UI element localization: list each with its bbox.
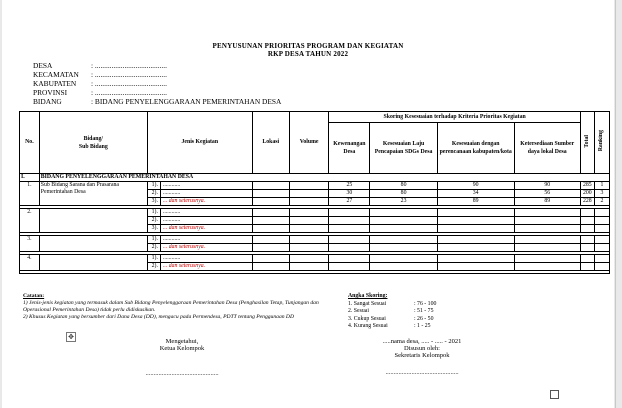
score-rank: [594, 255, 609, 263]
jenis-kegiatan-cell: [147, 263, 252, 271]
skoring-legend: [348, 293, 508, 331]
score-k1: 27: [329, 198, 370, 206]
lokasi-cell: [252, 190, 289, 198]
doc-subtitle: RKP DESA TAHUN 2022: [267, 50, 349, 58]
col-ranking-header: Ranking: [598, 130, 605, 152]
score-total: [580, 244, 594, 252]
lokasi-cell: [252, 225, 289, 233]
score-rank: [594, 263, 609, 271]
lokasi-cell: [252, 244, 289, 252]
header-field-kecamatan: [33, 70, 167, 79]
score-k1: [329, 263, 370, 271]
item-text: ............: [162, 255, 181, 261]
table-row: [20, 255, 610, 263]
score-rank: [594, 209, 609, 217]
score-k1: [329, 244, 370, 252]
col-perencanaan-header: Kesesuaian dengan perencanaan kabupaten/kota: [437, 123, 514, 174]
score-k1: [329, 255, 370, 263]
item-text: ... dan seterusnya.: [162, 263, 206, 269]
score-k2: 23: [370, 198, 437, 206]
volume-cell: [289, 236, 329, 244]
score-k3: 34: [437, 190, 514, 198]
score-total: [580, 217, 594, 225]
header-label: DESA: [33, 61, 53, 70]
signature-left: [122, 338, 242, 377]
score-k4: [514, 244, 580, 252]
item-text: ............: [162, 209, 181, 215]
header-value: : .......................................: [91, 70, 167, 79]
jenis-kegiatan-cell: [147, 236, 252, 244]
sign-right-l1: .....nama desa, ..... - ..... - 2021: [382, 338, 462, 345]
score-k1: [329, 236, 370, 244]
col-sdgs-header: Kesesuaian Laju Pencapaian SDGs Desa: [370, 123, 437, 174]
note-2: 2) Khusus Kegiatan yang bersumber dari Dana Desa (DD), mengacu pada Permendesa, PDTT tentang Penggunaan DD: [23, 314, 295, 320]
row-number: 2.: [20, 209, 40, 233]
row-number: 1.: [20, 182, 40, 206]
volume-cell: [289, 225, 329, 233]
score-k4: [514, 217, 580, 225]
score-k2: 80: [370, 182, 437, 190]
document-page: [2, 0, 614, 408]
score-k3: 90: [437, 182, 514, 190]
jenis-kegiatan-cell: [147, 225, 252, 233]
skoring-item: [348, 308, 508, 316]
skoring-item: [348, 323, 508, 331]
score-k2: [370, 263, 437, 271]
item-text: ............: [162, 182, 181, 188]
item-number: 2).: [148, 217, 161, 224]
header-label: KECAMATAN: [33, 70, 79, 79]
priority-table: [19, 111, 610, 274]
score-total: 200: [580, 190, 594, 198]
jenis-kegiatan-cell: [147, 255, 252, 263]
score-rank: [594, 244, 609, 252]
skoring-label: 1. Sangat Sesuai: [348, 300, 387, 307]
separator-row: [20, 271, 610, 274]
score-total: [580, 263, 594, 271]
header-value: : BIDANG PENYELENGGARAAN PEMERINTAHAN DESA: [91, 97, 282, 106]
row-number: 3.: [20, 236, 40, 252]
score-k4: 89: [514, 198, 580, 206]
col-kewenangan-header: Kewenangan Desa: [329, 123, 370, 174]
item-number: 1).: [148, 209, 161, 216]
jenis-kegiatan-cell: [147, 209, 252, 217]
score-k4: [514, 263, 580, 271]
note-1: 1) Jenis-jenis kegiatan yang termasuk dalam Sub Bidang Penyelenggaraan Pemerintahan Desa (Penghasilan Tetap, Tunjangan dan Operasional Pemerintahan Desa) tidak perlu didiskusikan.: [23, 300, 319, 313]
volume-cell: [289, 255, 329, 263]
skoring-title: Angka Skoring:: [348, 293, 388, 299]
score-k2: [370, 236, 437, 244]
score-rank: 3: [594, 190, 609, 198]
item-text: ............: [162, 217, 181, 223]
score-k2: 80: [370, 190, 437, 198]
lokasi-cell: [252, 217, 289, 225]
score-k2: [370, 209, 437, 217]
score-k2: [370, 217, 437, 225]
score-k1: 25: [329, 182, 370, 190]
row-number: 4.: [20, 255, 40, 271]
jenis-kegiatan-cell: [147, 244, 252, 252]
lokasi-cell: [252, 263, 289, 271]
item-text: ............: [162, 190, 181, 196]
lokasi-cell: [252, 209, 289, 217]
item-text: ... dan seterusnya.: [162, 244, 206, 250]
doc-title: PENYUSUNAN PRIORITAS PROGRAM DAN KEGIATAN: [212, 42, 404, 50]
item-text: ... dan seterusnya.: [162, 225, 206, 231]
col-skoring-header: Skoring Kesesuaian terhadap Kriteria Prioritas Kegiatan: [329, 112, 580, 123]
header-field-provinsi: [33, 88, 167, 97]
score-k1: [329, 209, 370, 217]
skoring-label: 3. Cukup Sesuai: [348, 315, 386, 322]
col-lokasi-header: Lokasi: [252, 112, 289, 174]
score-k3: [437, 236, 514, 244]
item-number: 1).: [148, 182, 161, 189]
jenis-kegiatan-cell: [147, 182, 252, 190]
volume-cell: [289, 182, 329, 190]
volume-cell: [289, 209, 329, 217]
table-row: [20, 209, 610, 217]
notes-title: Catatan:: [23, 293, 45, 299]
volume-cell: [289, 190, 329, 198]
score-k4: [514, 225, 580, 233]
score-k3: [437, 225, 514, 233]
sign-right-l3: Sekretaris Kelompok: [394, 352, 450, 359]
jenis-kegiatan-cell: [147, 217, 252, 225]
checkbox-icon[interactable]: [550, 390, 559, 399]
item-number: 1).: [148, 236, 161, 243]
header-field-bidang: [33, 97, 281, 106]
score-k3: [437, 244, 514, 252]
volume-cell: [289, 217, 329, 225]
score-total: [580, 209, 594, 217]
skoring-label: 2. Sesuai: [348, 308, 369, 314]
sign-left-line: .............................................: [145, 370, 219, 377]
score-k4: 56: [514, 190, 580, 198]
score-total: [580, 255, 594, 263]
score-rank: [594, 225, 609, 233]
jenis-kegiatan-cell: [147, 190, 252, 198]
jenis-kegiatan-cell: [147, 198, 252, 206]
score-k2: [370, 225, 437, 233]
score-k1: [329, 225, 370, 233]
skoring-item: [348, 316, 508, 324]
score-rank: 2: [594, 198, 609, 206]
section-label: BIDANG PENYELENGGARAAN PEMERINTAHAN DESA: [39, 174, 609, 182]
sub-bidang: [39, 236, 147, 252]
score-k3: [437, 217, 514, 225]
col-bidang-header: Bidang/ Sub Bidang: [39, 112, 147, 174]
score-k1: [329, 217, 370, 225]
skoring-value: : 51 - 75: [414, 308, 434, 314]
item-number: 2).: [148, 263, 161, 270]
header-field-kabupaten: [33, 79, 167, 88]
item-number: 3).: [148, 198, 161, 205]
sign-left-l1: Mengetahui,: [165, 338, 199, 345]
header-value: : .......................................: [91, 61, 167, 70]
header-value: : .......................................: [91, 79, 167, 88]
score-k3: [437, 255, 514, 263]
score-k2: [370, 244, 437, 252]
header-label: KABUPATEN: [33, 79, 77, 88]
sub-bidang: [39, 255, 147, 271]
score-k3: [437, 209, 514, 217]
item-number: 1).: [148, 255, 161, 262]
table-row: [20, 182, 610, 190]
notes: [23, 293, 343, 321]
col-sumberdaya-header: Ketersediaan Sumber daya lokal Desa: [514, 123, 580, 174]
sub-bidang: [39, 209, 147, 233]
score-k3: 89: [437, 198, 514, 206]
table-row: [20, 236, 610, 244]
header-label: BIDANG: [33, 97, 62, 106]
header-field-desa: [33, 61, 167, 70]
score-k3: [437, 263, 514, 271]
score-k1: 30: [329, 190, 370, 198]
skoring-value: : 1 - 25: [414, 323, 431, 329]
signature-right: [347, 338, 497, 376]
sub-bidang: Sub Bidang Sarana dan Prasarana Pemerintahan Desa: [39, 182, 147, 206]
skoring-value: : 76 - 100: [414, 300, 437, 307]
volume-cell: [289, 263, 329, 271]
volume-cell: [289, 244, 329, 252]
col-no-header: No.: [20, 112, 40, 174]
col-jenis-header: Jenis Kegiatan: [147, 112, 252, 174]
item-text: ............: [162, 236, 181, 242]
skoring-item: [348, 301, 508, 309]
score-total: 228: [580, 198, 594, 206]
volume-cell: [289, 198, 329, 206]
score-total: [580, 225, 594, 233]
score-k4: 90: [514, 182, 580, 190]
lokasi-cell: [252, 236, 289, 244]
col-total-header: Total: [583, 134, 590, 148]
table-move-handle-icon[interactable]: ✥: [66, 332, 76, 342]
score-k4: [514, 236, 580, 244]
score-rank: [594, 236, 609, 244]
score-rank: 1: [594, 182, 609, 190]
score-rank: [594, 217, 609, 225]
item-text: ... dan seterusnya.: [162, 198, 206, 204]
score-k4: [514, 209, 580, 217]
col-volume-header: Volume: [289, 112, 329, 174]
item-number: 3).: [148, 225, 161, 232]
section-no: I.: [20, 174, 40, 182]
lokasi-cell: [252, 255, 289, 263]
lokasi-cell: [252, 198, 289, 206]
sign-left-l2: Ketua Kelompok: [159, 345, 205, 352]
lokasi-cell: [252, 182, 289, 190]
score-k4: [514, 255, 580, 263]
score-total: [580, 236, 594, 244]
header-value: : .......................................: [91, 88, 167, 97]
sign-right-line: .............................................: [385, 369, 459, 376]
dotted-separator: [20, 271, 610, 274]
header-label: PROVINSI: [33, 88, 68, 97]
page-edge-line: [615, 0, 616, 408]
skoring-value: : 26 - 50: [414, 315, 434, 322]
skoring-label: 4. Kurang Sesuai: [348, 323, 388, 329]
score-total: 285: [580, 182, 594, 190]
sign-right-l2: Disusun oleh:: [404, 345, 440, 352]
score-k2: [370, 255, 437, 263]
item-number: 2).: [148, 244, 161, 251]
item-number: 2).: [148, 190, 161, 197]
